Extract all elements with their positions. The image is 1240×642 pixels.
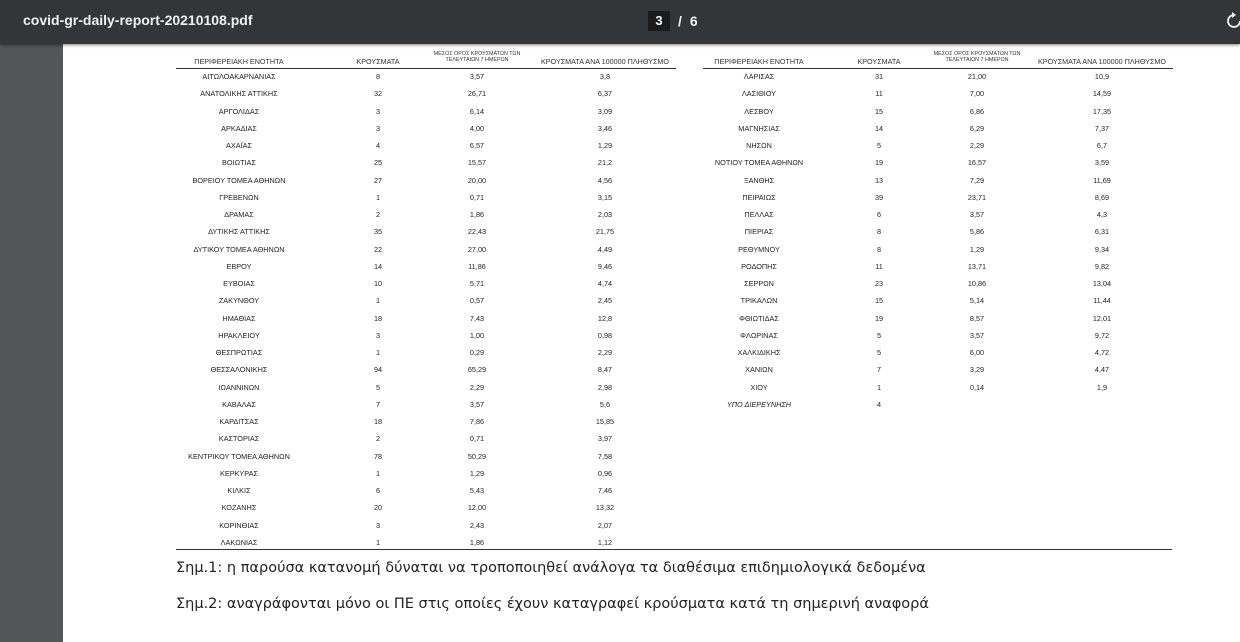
per100k-cell: 4,72	[1094, 348, 1110, 357]
page-number-input[interactable]: 3	[648, 11, 670, 31]
avg-cell: 6,86	[969, 106, 985, 116]
region-cell: ΔΥΤΙΚΟΥ ΤΟΜΕΑ ΑΘΗΝΩΝ	[193, 244, 285, 254]
avg-cell: 5,14	[969, 296, 985, 306]
region-cell: ΝΗΣΩΝ	[746, 141, 772, 150]
per100k-cell: 6,7	[1096, 141, 1108, 150]
header-per-100000: ΚΡΟΥΣΜΑΤΑ ΑΝΑ 100000 ΠΛΗΘΥΣΜΟ	[541, 57, 669, 66]
cases-cell: 94	[373, 365, 383, 375]
per100k-cell: 21,2	[597, 158, 613, 168]
avg-cell: 6,57	[469, 141, 485, 150]
per100k-cell: 11,69	[1093, 175, 1111, 185]
region-cell: ΕΒΡΟΥ	[226, 261, 252, 271]
avg-cell: 7,86	[469, 417, 485, 426]
region-cell: ΚΕΝΤΡΙΚΟΥ ΤΟΜΕΑ ΑΘΗΝΩΝ	[188, 451, 290, 461]
region-cell: ΙΩΑΝΝΙΝΩΝ	[218, 382, 260, 392]
avg-cell: 5,71	[469, 279, 485, 288]
cases-cell: 39	[874, 192, 884, 202]
cases-cell: 11	[875, 89, 883, 99]
avg-cell: 1,00	[469, 330, 485, 340]
per100k-cell: 4,3	[1096, 210, 1108, 219]
cases-cell: 6	[375, 486, 381, 495]
avg-cell: 7,43	[469, 313, 485, 323]
region-cell: ΠΕΛΛΑΣ	[744, 210, 774, 219]
region-cell: ΤΡΙΚΑΛΩΝ	[740, 296, 778, 306]
per100k-cell: 2,03	[597, 210, 613, 219]
region-cell: ΚΟΡΙΝΘΙΑΣ	[219, 520, 259, 530]
per100k-cell: 3,09	[597, 106, 613, 116]
region-cell: ΘΕΣΣΑΛΟΝΙΚΗΣ	[210, 365, 268, 375]
region-cell: ΔΡΑΜΑΣ	[224, 210, 254, 219]
cases-cell: 27	[373, 175, 383, 185]
region-cell: ΑΧΑΪΑΣ	[225, 141, 252, 150]
region-cell: ΛΑΚΩΝΙΑΣ	[220, 537, 258, 547]
cases-cell: 8	[876, 227, 882, 237]
per100k-cell: 2,98	[597, 382, 613, 392]
region-cell: ΛΑΣΙΘΙΟΥ	[741, 89, 777, 99]
avg-cell: 7,29	[969, 175, 985, 185]
total-pages: 6	[689, 13, 698, 29]
table-header	[703, 52, 1173, 69]
header-cases: ΚΡΟΥΣΜΑΤΑ	[857, 57, 901, 66]
cases-cell: 31	[874, 72, 884, 81]
cases-cell: 15	[874, 296, 884, 306]
per100k-cell: 2,07	[597, 520, 613, 530]
region-cell: ΡΕΘΥΜΝΟΥ	[738, 244, 780, 254]
per100k-cell: 3,46	[597, 123, 613, 133]
avg-cell: 0,57	[469, 296, 485, 306]
cases-cell: 7	[375, 399, 381, 409]
per100k-cell: 12,8	[597, 313, 613, 323]
avg-cell: 26,71	[467, 89, 487, 99]
header-cases: ΚΡΟΥΣΜΑΤΑ	[356, 57, 400, 66]
per100k-cell: 3,8	[599, 72, 611, 81]
cases-cell: 18	[373, 417, 383, 426]
header-region: ΠΕΡΙΦΕΡΕΙΑΚΗ ΕΝΟΤΗΤΑ	[194, 57, 284, 66]
cases-cell: 5	[876, 330, 882, 340]
cases-cell: 2	[375, 210, 381, 219]
region-cell: ΚΙΛΚΙΣ	[227, 486, 251, 495]
per100k-cell: 21,75	[595, 227, 615, 237]
header-per-100000: ΚΡΟΥΣΜΑΤΑ ΑΝΑ 100000 ΠΛΗΘΥΣΜΟ	[1038, 57, 1166, 66]
avg-cell: 2,29	[969, 141, 985, 150]
avg-cell: 5,43	[469, 486, 485, 495]
per100k-cell: 1,9	[1096, 382, 1108, 392]
per100k-cell: 9,72	[1094, 330, 1110, 340]
region-cell: ΖΑΚΥΝΘΟΥ	[218, 296, 260, 306]
region-cell: ΠΕΙΡΑΙΩΣ	[742, 192, 776, 202]
per100k-cell: 13,32	[595, 503, 615, 513]
avg-cell: 10,86	[967, 279, 987, 288]
region-cell: ΑΙΤΩΛΟΑΚΑΡΝΑΝΙΑΣ	[202, 72, 276, 81]
avg-cell: 3,57	[469, 399, 485, 409]
avg-cell: 23,71	[967, 192, 987, 202]
per100k-cell: 1,29	[597, 141, 613, 150]
cases-cell: 13	[874, 175, 884, 185]
per100k-cell: 8,69	[1094, 192, 1110, 202]
avg-cell: 2,43	[469, 520, 485, 530]
page-selector	[648, 11, 698, 31]
avg-cell: 7,00	[969, 89, 985, 99]
avg-cell: 0,14	[969, 382, 985, 392]
per100k-cell: 3,15	[597, 192, 613, 202]
region-cell: ΥΠΟ ΔΙΕΡΕΥΝΗΣΗ	[726, 399, 792, 409]
per100k-cell: 17,35	[1092, 106, 1112, 116]
cases-cell: 20	[373, 503, 383, 513]
cases-cell: 22	[373, 244, 383, 254]
cases-cell: 3	[375, 330, 381, 340]
avg-cell: 1,86	[469, 210, 485, 219]
per100k-cell: 6,31	[1094, 227, 1110, 237]
cases-cell: 25	[373, 158, 383, 168]
region-cell: ΧΙΟΥ	[750, 382, 768, 392]
region-cell: ΛΑΡΙΣΑΣ	[743, 72, 775, 81]
region-cell: ΗΡΑΚΛΕΙΟΥ	[218, 330, 260, 340]
header-avg-7-days: ΜΕΣΟΣ ΟΡΟΣ ΚΡΟΥΣΜΑΤΩΝ ΤΩΝ ΤΕΛΕΥΤΑΙΩΝ 7 ΗΜΕΡΩΝ	[433, 51, 521, 64]
region-cell: ΚΑΒΑΛΑΣ	[222, 399, 256, 409]
avg-cell: 65,29	[467, 365, 487, 375]
note-2: Σημ.2: αναγράφονται μόνο οι ΠΕ στις οποίες έχουν καταγραφεί κρούσματα κατά τη σημερινή αναφορά	[176, 596, 929, 612]
region-cell: ΕΥΒΟΙΑΣ	[223, 279, 255, 288]
cases-cell: 14	[373, 261, 383, 271]
per100k-cell: 9,46	[597, 261, 613, 271]
region-cell: ΠΙΕΡΙΑΣ	[744, 227, 774, 237]
cases-cell: 6	[876, 210, 882, 219]
avg-cell: 3,57	[469, 72, 485, 81]
avg-cell: 1,86	[469, 537, 485, 547]
region-cell: ΧΑΝΙΩΝ	[745, 365, 773, 375]
avg-cell: 20,00	[467, 175, 487, 185]
avg-cell: 6,00	[969, 348, 985, 357]
note-1: Σημ.1: η παρούσα κατανομή δύναται να τροποποιηθεί ανάλογα τα διαθέσιμα επιδημιολογικά δεδομένα	[176, 560, 926, 576]
cases-cell: 8	[876, 244, 882, 254]
cases-cell: 78	[373, 451, 383, 461]
per100k-cell: 10,9	[1094, 72, 1110, 81]
per100k-cell: 14,59	[1092, 89, 1112, 99]
region-cell: ΛΕΣΒΟΥ	[744, 106, 774, 116]
cases-cell: 5	[876, 141, 882, 150]
region-cell: ΗΜΑΘΙΑΣ	[222, 313, 256, 323]
avg-cell: 6,29	[969, 123, 985, 133]
avg-cell: 3,57	[969, 210, 985, 219]
region-cell: ΑΡΚΑΔΙΑΣ	[221, 123, 257, 133]
cases-cell: 19	[874, 158, 884, 168]
avg-cell: 6,14	[469, 106, 485, 116]
region-cell: ΚΕΡΚΥΡΑΣ	[219, 468, 259, 478]
cases-cell: 10	[373, 279, 383, 288]
per100k-cell: 7,46	[597, 486, 613, 495]
avg-cell: 3,29	[969, 365, 985, 375]
cases-cell: 3	[375, 520, 381, 530]
avg-cell: 2,29	[469, 382, 485, 392]
avg-cell: 22,43	[467, 227, 487, 237]
region-cell: ΝΟΤΙΟΥ ΤΟΜΕΑ ΑΘΗΝΩΝ	[714, 158, 804, 168]
per100k-cell: 11,44	[1093, 296, 1111, 306]
region-cell: ΧΑΛΚΙΔΙΚΗΣ	[737, 348, 781, 357]
cases-cell: 5	[876, 348, 882, 357]
cases-cell: 5	[375, 382, 381, 392]
avg-cell: 0,29	[469, 348, 485, 357]
cases-cell: 3	[375, 106, 381, 116]
cases-cell: 1	[375, 537, 381, 547]
per100k-cell: 12,01	[1092, 313, 1112, 323]
avg-cell: 11,86	[468, 261, 486, 271]
avg-cell: 50,29	[467, 451, 487, 461]
rotate-icon[interactable]	[1226, 12, 1240, 30]
cases-cell: 19	[874, 313, 884, 323]
avg-cell: 4,00	[469, 123, 485, 133]
per100k-cell: 6,37	[597, 89, 613, 99]
pdf-page	[63, 44, 1240, 642]
per100k-cell: 3,59	[1094, 158, 1110, 168]
cases-cell: 1	[375, 468, 381, 478]
per100k-cell: 9,82	[1094, 261, 1110, 271]
region-cell: ΡΟΔΟΠΗΣ	[741, 261, 777, 271]
cases-cell: 3	[375, 123, 381, 133]
cases-cell: 11	[875, 261, 883, 271]
region-cell: ΘΕΣΠΡΩΤΙΑΣ	[215, 348, 263, 357]
avg-cell: 8,57	[969, 313, 985, 323]
cases-cell: 2	[375, 434, 381, 444]
cases-cell: 14	[874, 123, 884, 133]
cases-cell: 4	[375, 141, 381, 150]
per100k-cell: 4,56	[597, 175, 613, 185]
region-cell: ΞΑΝΘΗΣ	[743, 175, 775, 185]
per100k-cell: 2,45	[597, 296, 613, 306]
cases-cell: 1	[375, 192, 381, 202]
table-bottom-rule	[176, 549, 1172, 550]
header-avg-7-days: ΜΕΣΟΣ ΟΡΟΣ ΚΡΟΥΣΜΑΤΩΝ ΤΩΝ ΤΕΛΕΥΤΑΙΩΝ 7 ΗΜΕΡΩΝ	[933, 51, 1021, 64]
region-cell: ΒΟΡΕΙΟΥ ΤΟΜΕΑ ΑΘΗΝΩΝ	[192, 175, 286, 185]
region-cell: ΚΑΡΔΙΤΣΑΣ	[219, 417, 259, 426]
per100k-cell: 4,74	[597, 279, 613, 288]
cases-cell: 23	[874, 279, 884, 288]
pdf-toolbar	[0, 0, 1240, 44]
region-cell: ΑΝΑΤΟΛΙΚΗΣ ΑΤΤΙΚΗΣ	[200, 89, 278, 99]
region-cell: ΦΘΙΩΤΙΔΑΣ	[739, 313, 779, 323]
cases-cell: 1	[375, 296, 381, 306]
region-cell: ΔΥΤΙΚΗΣ ΑΤΤΙΚΗΣ	[208, 227, 270, 237]
per100k-cell: 4,47	[1094, 365, 1110, 375]
region-cell: ΒΟΙΩΤΙΑΣ	[222, 158, 256, 168]
per100k-cell: 15,85	[595, 417, 615, 426]
cases-cell: 18	[373, 313, 383, 323]
table-header	[176, 52, 676, 69]
cases-cell: 1	[375, 348, 381, 357]
document-title: covid-gr-daily-report-20210108.pdf	[23, 12, 253, 28]
cases-cell: 1	[876, 382, 882, 392]
per100k-cell: 0,98	[597, 330, 613, 340]
page-separator: /	[678, 13, 682, 29]
avg-cell: 15,57	[467, 158, 487, 168]
per100k-cell: 5,6	[599, 399, 611, 409]
region-cell: ΦΛΩΡΙΝΑΣ	[740, 330, 778, 340]
cases-cell: 4	[876, 399, 882, 409]
per100k-cell: 0,96	[597, 468, 613, 478]
avg-cell: 27,00	[467, 244, 487, 254]
avg-cell: 3,57	[969, 330, 985, 340]
cases-cell: 8	[375, 72, 381, 81]
per100k-cell: 1,12	[597, 537, 613, 547]
per100k-cell: 4,49	[597, 244, 613, 254]
avg-cell: 13,71	[967, 261, 987, 271]
region-cell: ΚΑΣΤΟΡΙΑΣ	[218, 434, 260, 444]
region-cell: ΓΡΕΒΕΝΩΝ	[219, 192, 259, 202]
avg-cell: 16,57	[967, 158, 987, 168]
per100k-cell: 7,37	[1094, 123, 1110, 133]
per100k-cell: 3,97	[597, 434, 613, 444]
avg-cell: 1,29	[969, 244, 985, 254]
per100k-cell: 2,29	[597, 348, 613, 357]
avg-cell: 0,71	[469, 434, 485, 444]
avg-cell: 21,00	[967, 72, 987, 81]
region-cell: ΜΑΓΝΗΣΙΑΣ	[738, 123, 780, 133]
per100k-cell: 9,34	[1094, 244, 1110, 254]
avg-cell: 0,71	[469, 192, 485, 202]
region-cell: ΚΟΖΑΝΗΣ	[221, 503, 257, 513]
cases-cell: 35	[373, 227, 383, 237]
cases-cell: 7	[876, 365, 882, 375]
document-viewer[interactable]	[0, 44, 1240, 642]
cases-cell: 32	[373, 89, 383, 99]
region-cell: ΑΡΓΟΛΙΔΑΣ	[218, 106, 260, 116]
header-region: ΠΕΡΙΦΕΡΕΙΑΚΗ ΕΝΟΤΗΤΑ	[714, 57, 804, 66]
cases-cell: 15	[874, 106, 884, 116]
avg-cell: 12,00	[467, 503, 487, 513]
per100k-cell: 13,04	[1092, 279, 1112, 288]
region-cell: ΣΕΡΡΩΝ	[744, 279, 774, 288]
per100k-cell: 7,58	[597, 451, 613, 461]
avg-cell: 1,29	[469, 468, 485, 478]
per100k-cell: 8,47	[597, 365, 613, 375]
avg-cell: 5,86	[969, 227, 985, 237]
